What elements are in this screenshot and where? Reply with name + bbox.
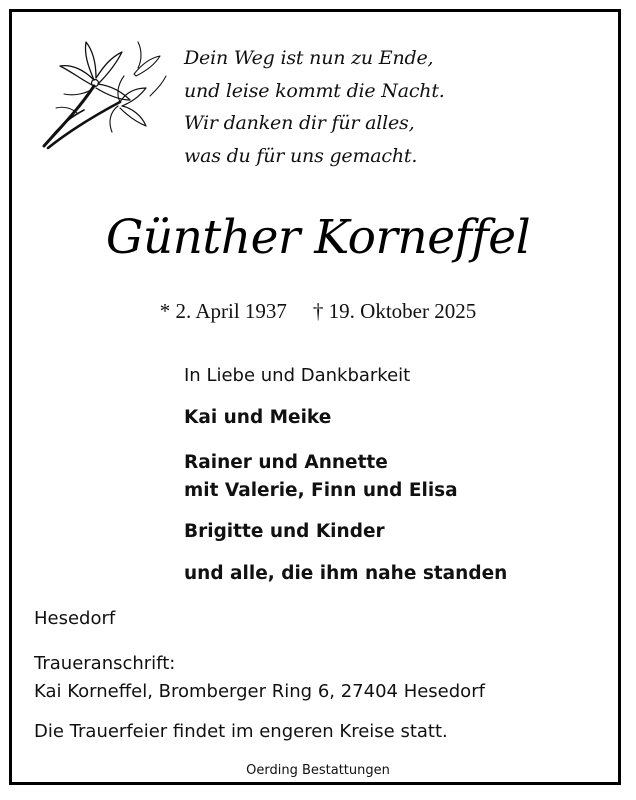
funeral-home: Oerding Bestattungen (246, 763, 390, 778)
address-label: Traueranschrift: (34, 653, 176, 674)
poem-line: und leise kommt die Nacht. (184, 79, 445, 102)
poem-line: was du für uns gemacht. (184, 144, 418, 167)
deceased-name: Günther Korneffel (105, 210, 531, 265)
mourner-group-line: mit Valerie, Finn und Elisa (184, 480, 458, 501)
lily-flower-icon (38, 36, 170, 160)
mourner-group: Brigitte und Kinder (184, 521, 385, 542)
mourner-group: und alle, die ihm nahe standen (184, 563, 508, 584)
mourner-group: Kai und Meike (184, 407, 332, 428)
mourners-intro: In Liebe und Dankbarkeit (184, 365, 411, 386)
poem (184, 42, 445, 172)
address-line: Kai Korneffel, Bromberger Ring 6, 27404 Hesedorf (34, 681, 485, 702)
mourner-group (184, 449, 458, 505)
birth-date: * 2. April 1937 (159, 299, 287, 323)
poem-line: Dein Weg ist nun zu Ende, (184, 47, 434, 69)
life-dates (0, 297, 636, 325)
poem-line: Wir danken dir für alles, (184, 112, 415, 134)
death-date: † 19. Oktober 2025 (312, 299, 477, 323)
mourner-group-line: Rainer und Annette (184, 452, 388, 473)
place-name: Hesedorf (34, 608, 116, 629)
mourning-address (34, 650, 485, 706)
ceremony-note: Die Trauerfeier findet im engeren Kreise statt. (34, 721, 448, 742)
